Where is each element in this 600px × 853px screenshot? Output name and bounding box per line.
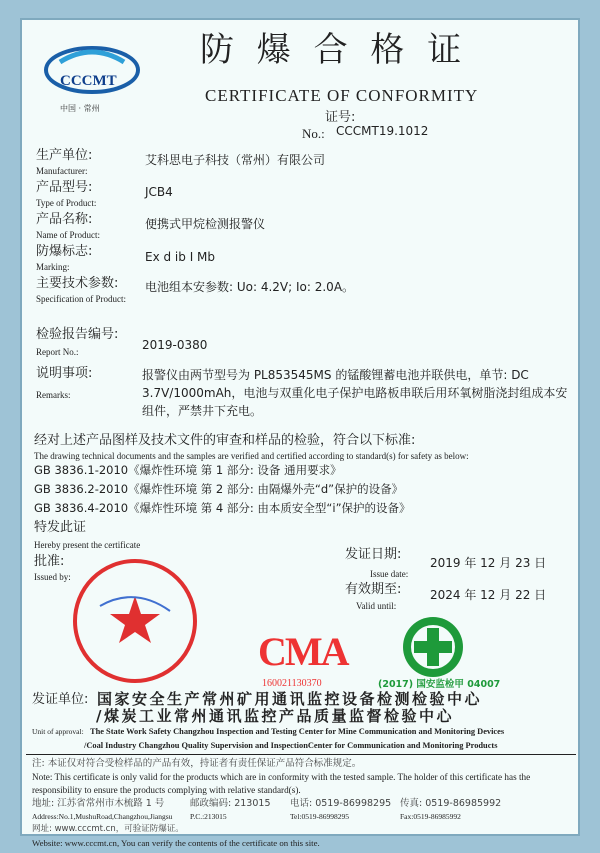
field-label: 防爆标志: [36, 244, 93, 259]
field-label-en: Name of Product: [36, 230, 100, 240]
green-seal-text: (2017) 国安监检甲 04007 [378, 679, 501, 690]
title-en: CERTIFICATE OF CONFORMITY [205, 86, 479, 105]
postcode-zh: 邮政编码: 213015 [190, 798, 271, 809]
red-seal-icon [70, 556, 200, 686]
postcode-en: P.C.:213015 [190, 812, 227, 821]
field-label: 产品型号: [36, 180, 93, 195]
fax-zh: 传真: 0519-86985992 [400, 798, 502, 809]
website-en: Website: www.cccmt.cn, You can verify the contents of the certificate on this site. [32, 838, 320, 848]
issue-date-label: 发证日期: [345, 547, 402, 562]
standard-item: GB 3836.4-2010《爆炸性环境 第 4 部分: 由本质安全型“i”保护的设备》 [34, 501, 411, 515]
tel-zh: 电话: 0519-86998295 [290, 798, 392, 809]
issuer-label: 发证单位: [32, 692, 89, 707]
cccmt-logo [42, 40, 142, 100]
standards-intro-zh: 经对上述产品图样及技术文件的审查和样品的检验，符合以下标准: [34, 433, 416, 448]
safety-cross-seal-icon [400, 614, 466, 680]
valid-until-label-en: Valid until: [356, 601, 397, 611]
issue-date-label-en: Issue date: [370, 569, 409, 579]
issuer-line-1: 国家安全生产常州矿用通讯监控设备检测检验中心 [97, 690, 483, 708]
address-en: Address:No.1,MushuRoad,Changzhou,Jiangsu [32, 812, 173, 821]
issuer-label-en: Unit of approval: [32, 727, 84, 736]
issuer-en-2: /Coal Industry Changzhou Quality Supervision and InspectionCenter for Communication and Monitoring Products [84, 741, 498, 750]
note-en-2: responsibility to ensure the products complying with relative standard(s). [32, 785, 301, 795]
field-value: 艾科思电子科技（常州）有限公司 [145, 153, 326, 167]
cert-no-label-en: No.: [302, 126, 325, 141]
standard-item: GB 3836.2-2010《爆炸性环境 第 2 部分: 由隔爆外壳“d”保护的设备》 [34, 482, 404, 496]
divider [26, 754, 576, 755]
hereby-en: Hereby present the certificate [34, 540, 141, 550]
valid-until-date: 2024 年 12 月 22 日 [430, 588, 547, 602]
standards-intro-en: The drawing technical documents and the samples are verified and certified according to standard(s) for safety as below: [34, 451, 469, 461]
issuer-en-1: The State Work Safety Changzhou Inspection and Testing Center for Mine Communication and Monitoring Devices [90, 727, 505, 736]
field-label: 产品名称: [36, 212, 93, 227]
cma-mark-icon: CMA [258, 629, 348, 674]
field-value: JCB4 [145, 185, 173, 199]
remarks-line: 3.7V/1000mAh，电池与双重化电子保护电路板串联后用环氧树脂浇封组成本安 [142, 386, 568, 400]
field-value: Ex d ib I Mb [145, 250, 216, 264]
title-zh: 防 爆 合 格 证 [200, 30, 468, 70]
fax-en: Fax:0519-86985992 [400, 812, 461, 821]
remarks-line: 报警仪由两节型号为 PL853545MS 的锰酸锂蓄电池并联供电，单节: DC [142, 368, 529, 382]
logo-text: CCCMT [60, 73, 117, 89]
website-zh: 网址: www.cccmt.cn，可验证防爆证。 [32, 824, 184, 834]
remarks-label-en: Remarks: [36, 390, 71, 400]
report-value: 2019-0380 [142, 338, 208, 352]
note-zh: 注: 本证仅对符合受检样品的产品有效，持证者有责任保证产品符合标准规定。 [32, 758, 362, 769]
field-value: 电池组本安参数: Uo: 4.2V; Io: 2.0A。 [145, 280, 355, 294]
field-label: 生产单位: [36, 148, 93, 163]
standard-item: GB 3836.1-2010《爆炸性环境 第 1 部分: 设备 通用要求》 [34, 463, 342, 477]
valid-until-label: 有效期至: [345, 582, 402, 597]
remarks-label: 说明事项: [36, 366, 93, 381]
field-label-en: Marking: [36, 262, 70, 272]
approval-label: 批准: [34, 554, 65, 569]
approval-label-en: Issued by: [34, 572, 71, 582]
field-value: 便携式甲烷检测报警仪 [145, 217, 266, 231]
report-label-en: Report No.: [36, 347, 79, 357]
field-label-en: Type of Product: [36, 198, 97, 208]
issue-date: 2019 年 12 月 23 日 [430, 556, 547, 570]
issuer-line-2: /煤炭工业常州通讯监控产品质量监督检验中心 [96, 707, 454, 725]
hereby-zh: 特发此证 [34, 520, 87, 535]
cert-no-label-zh: 证号: [325, 110, 356, 125]
field-label-en: Specification of Product: [36, 294, 126, 304]
field-label-en: Manufacturer: [36, 166, 88, 176]
cma-code: 160021130370 [262, 678, 322, 689]
globe-logo-icon [42, 40, 142, 100]
field-label: 主要技术参数: [36, 276, 119, 291]
address-zh: 地址: 江苏省常州市木梳路 1 号 [32, 798, 165, 809]
note-en-1: Note: This certificate is only valid for the products which are in conformity with the tested sample. The holder of this certificate has the [32, 772, 531, 782]
remarks-line: 组件，严禁井下充电。 [142, 404, 263, 418]
report-label: 检验报告编号: [36, 327, 119, 342]
cert-no-value: CCCMT19.1012 [336, 124, 429, 138]
tel-en: Tel:0519-86998295 [290, 812, 350, 821]
logo-location: 中国 · 常州 [60, 104, 100, 113]
